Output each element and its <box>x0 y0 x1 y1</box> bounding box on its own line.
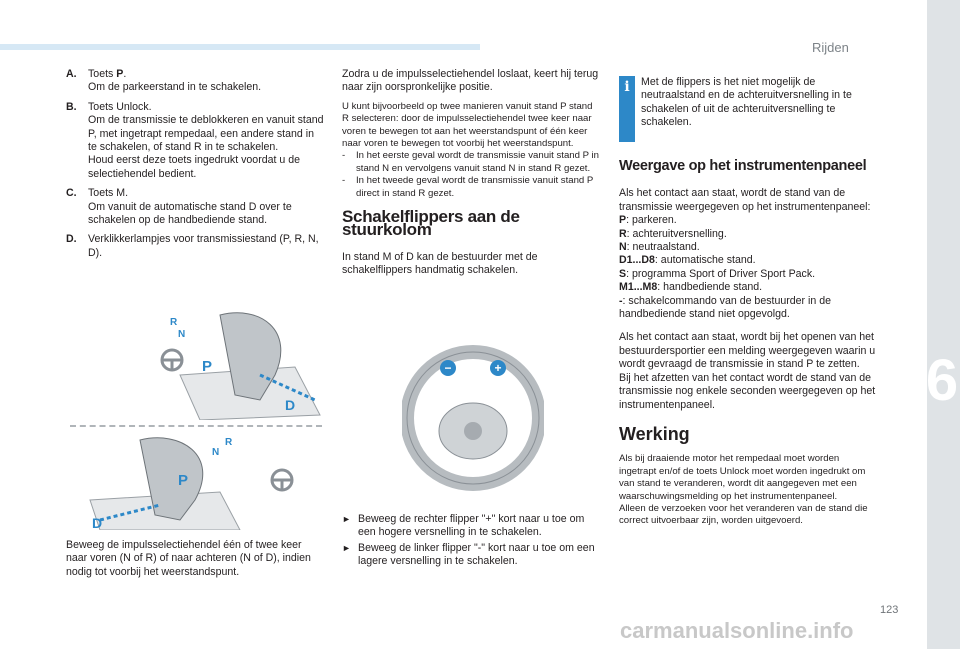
example-paragraph: U kunt bijvoorbeeld op twee manieren vanuit stand P stand R selecteren: door de impulsselectiehendel twee keer naar voren te bewegen tot aan het weerstandspunt of één keer naar voren te bewegen tot voorbij het weerstandspunt. <box>342 100 593 150</box>
display-intro: Als het contact aan staat, wordt de stand van de transmissie weergegeven op het instrumentenpaneel: <box>619 187 871 213</box>
heading-paddles: Schakelflippers aan de stuurkolom <box>342 207 520 240</box>
chapter-number: 6 <box>925 348 959 413</box>
mode-item: N: neutraalstand. <box>619 241 700 254</box>
n-label: N <box>178 329 186 340</box>
bullet-item-minus: ► Beweeg de linker flipper "-" kort naar u toe om een lagere versnelling in te schakelen. <box>342 541 595 568</box>
paddle-paragraph: In stand M of D kan de bestuurder met de schakelflippers handmatig schakelen. <box>342 250 538 277</box>
page-number: 123 <box>880 604 899 616</box>
column-3 <box>619 76 877 528</box>
svg-text:−: − <box>444 361 452 375</box>
mode-list <box>619 214 877 321</box>
gear-selector-illustration-forward <box>70 305 326 420</box>
watermark: carmanualsonline.info <box>620 618 854 643</box>
mode-item: M1...M8: handbediende stand. <box>619 281 763 294</box>
section-title: Rijden <box>812 40 849 55</box>
mode-item: D1...D8: automatische stand. <box>619 254 756 267</box>
col1-bottom-text: Beweeg de impulsselectiehendel één of twee keer naar voren (N of R) of naar achteren (N of D), indien nodig tot voorbij het weerstandspunt. <box>66 539 311 578</box>
d-label: D <box>285 397 296 413</box>
dash-item-2: - In het tweede geval wordt de transmissie vanuit stand P direct in stand R gezet. <box>342 175 594 199</box>
heading-display: Weergave op het instrumentenpaneel <box>619 158 867 174</box>
p-label: P <box>202 358 213 375</box>
list-item-b: B. Toets Unlock. Om de transmissie te deblokkeren en vanuit stand P, met ingetrapt rempedaal, een andere stand in te schakelen, of stand R in te schakelen. Houd eerst deze toets ingedrukt voordat u de selectiehendel bedient. <box>66 100 324 180</box>
warning-paragraph: Als het contact aan staat, wordt bij het openen van het bestuurdersportier een melding weergegeven waarin u wordt gevraagd de transmissie in stand P te zetten. Bij het afzetten van het contact wordt de stand van de transmissie nog enkele seconden weergegeven op het instrumentenpaneel. <box>619 331 876 411</box>
paddle-instructions <box>342 511 600 569</box>
chapter-tab <box>927 0 960 649</box>
info-icon: i <box>619 76 635 142</box>
mode-item: R: achteruitversnelling. <box>619 227 727 240</box>
steering-wheel-illustration <box>402 336 544 501</box>
list-item-d: D. Verklikkerlampjes voor transmissiestand (P, R, N, D). <box>66 233 319 259</box>
svg-text:+: + <box>494 361 502 375</box>
werking-paragraph: Als bij draaiende motor het rempedaal moet worden ingetrapt en/of de toets Unlock moet worden ingedrukt om van stand te veranderen, wordt dit aangegeven met een waarschuwingsmelding op het instrumentenpaneel. Alleen de verzoeken voor het veranderen van de stand die correct uitvoerbaar zijn, worden uitgevoerd. <box>619 453 868 527</box>
list-item-a: A. Toets P. Om de parkeerstand in te schakelen. <box>66 68 262 94</box>
d-label: D <box>92 515 103 530</box>
list-item-c: C. Toets M. Om vanuit de automatische stand D over te schakelen op de handbediende stand. <box>66 187 292 227</box>
mode-item: -: schakelcommando van de bestuurder in de handbediende stand niet opgevolgd. <box>619 294 831 321</box>
r-label: R <box>170 317 178 328</box>
heading-werking: Werking <box>619 423 690 444</box>
steering-wheel-icon <box>272 470 292 490</box>
bullet-item-plus: ► Beweeg de rechter flipper "+" kort naar u toe om een hogere versnelling in te schakelen. <box>342 513 585 539</box>
r-label: R <box>225 437 233 448</box>
mode-item: P: parkeren. <box>619 214 677 227</box>
dashed-separator <box>70 425 322 427</box>
steering-wheel-icon <box>162 350 182 370</box>
p-label: P <box>178 472 189 489</box>
intro-paragraph: Zodra u de impulsselectiehendel loslaat, keert hij terug naar zijn oorspronkelijke positie. <box>342 68 599 94</box>
column-2 <box>342 68 600 284</box>
mode-item: S: programma Sport of Driver Sport Pack. <box>619 267 816 280</box>
logo-icon <box>464 422 482 440</box>
header-bar <box>0 44 480 50</box>
gear-selector-illustration-backward <box>70 430 326 530</box>
dash-item-1: - In het eerste geval wordt de transmissie vanuit stand P in stand N en vervolgens vanuit stand N in stand R gezet. <box>342 150 599 174</box>
n-label: N <box>212 447 220 458</box>
info-box: i Met de flippers is het niet mogelijk de neutraalstand en de achteruitversnelling in te schakelen of uit de achteruitversnelling te schakelen. <box>619 76 877 142</box>
column-1 <box>66 68 324 266</box>
